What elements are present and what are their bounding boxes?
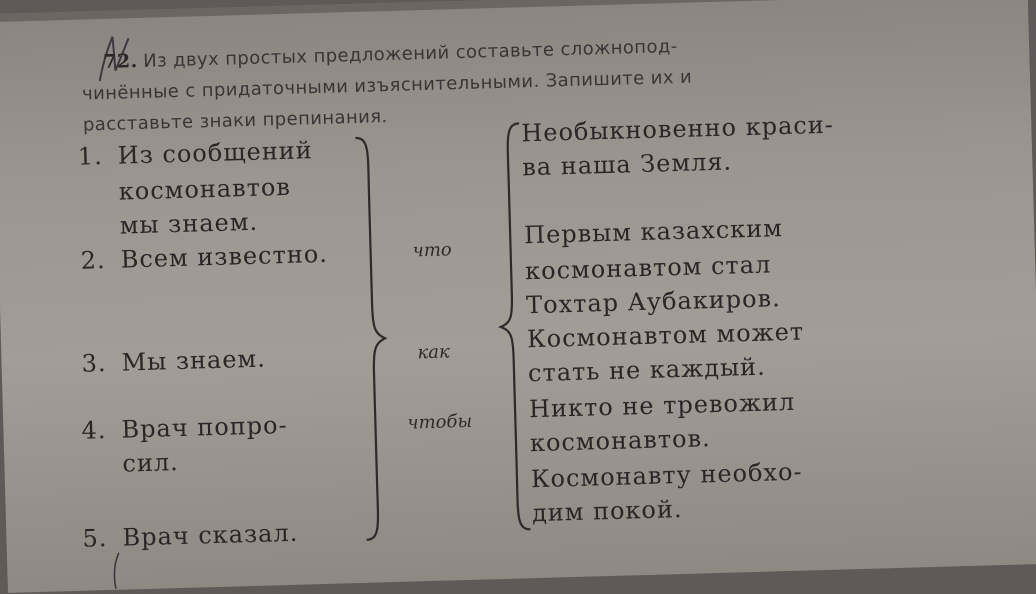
right-item-2-line-1: Первым казахским — [523, 214, 784, 250]
right-item-1-line-2: ва наша Земля. — [521, 147, 733, 182]
conjunction-kak: как — [417, 341, 450, 364]
right-item-2-line-3: Тохтар Аубакиров. — [525, 284, 782, 320]
item-number: 5. — [82, 524, 108, 553]
prompt-line-3: расставьте знаки препинания. — [82, 106, 388, 136]
page-top-edge — [0, 0, 1028, 22]
right-item-5-line-1: Космонавту необхо- — [530, 457, 803, 494]
right-item-3-line-2: стать не каждый. — [527, 352, 767, 388]
item-number: 3. — [81, 349, 107, 378]
pen-stroke-icon — [107, 551, 128, 592]
item-number: 1. — [77, 142, 104, 171]
left-item-5 — [82, 516, 299, 556]
right-item-5-line-2: дим покой. — [531, 494, 683, 528]
prompt-line-2: чинённые с придаточными изъяснительными. Запишите их и — [81, 66, 693, 105]
left-item-2 — [80, 237, 328, 278]
conjunction-chto: что — [412, 239, 452, 262]
right-item-4-line-1: Никто не тревожил — [528, 387, 796, 424]
left-item-4 — [81, 408, 288, 448]
item-number: 2. — [80, 246, 107, 275]
right-item-2-line-2: космонавтом стал — [524, 250, 772, 286]
right-item-1-line-1: Необыкновенно краси- — [520, 110, 835, 148]
right-item-4-line-2: космонавтов. — [529, 424, 712, 458]
item-text-line: Всем известно. — [120, 239, 329, 274]
left-item-1 — [77, 133, 313, 174]
item-text-line: Мы знаем. — [121, 344, 267, 377]
right-item-3-line-1: Космонавтом может — [526, 317, 805, 354]
prompt-line-1: Из двух простых предложений составьте сложнопод- — [142, 35, 678, 72]
item-text-line: Из сообщений — [117, 136, 314, 170]
left-item-4-line-2: сил. — [122, 448, 180, 478]
left-item-1-line-2: космонавтов — [118, 172, 292, 206]
task-number: 72. — [102, 50, 139, 73]
conjunction-chtoby: чтобы — [407, 410, 473, 434]
item-number: 4. — [81, 416, 107, 445]
left-item-3 — [81, 342, 266, 381]
item-text-line: Врач сказал. — [122, 518, 299, 552]
item-text-line: Врач попро- — [121, 410, 288, 444]
left-item-1-line-3: мы знаем. — [119, 207, 259, 240]
left-brace-icon — [351, 133, 396, 544]
